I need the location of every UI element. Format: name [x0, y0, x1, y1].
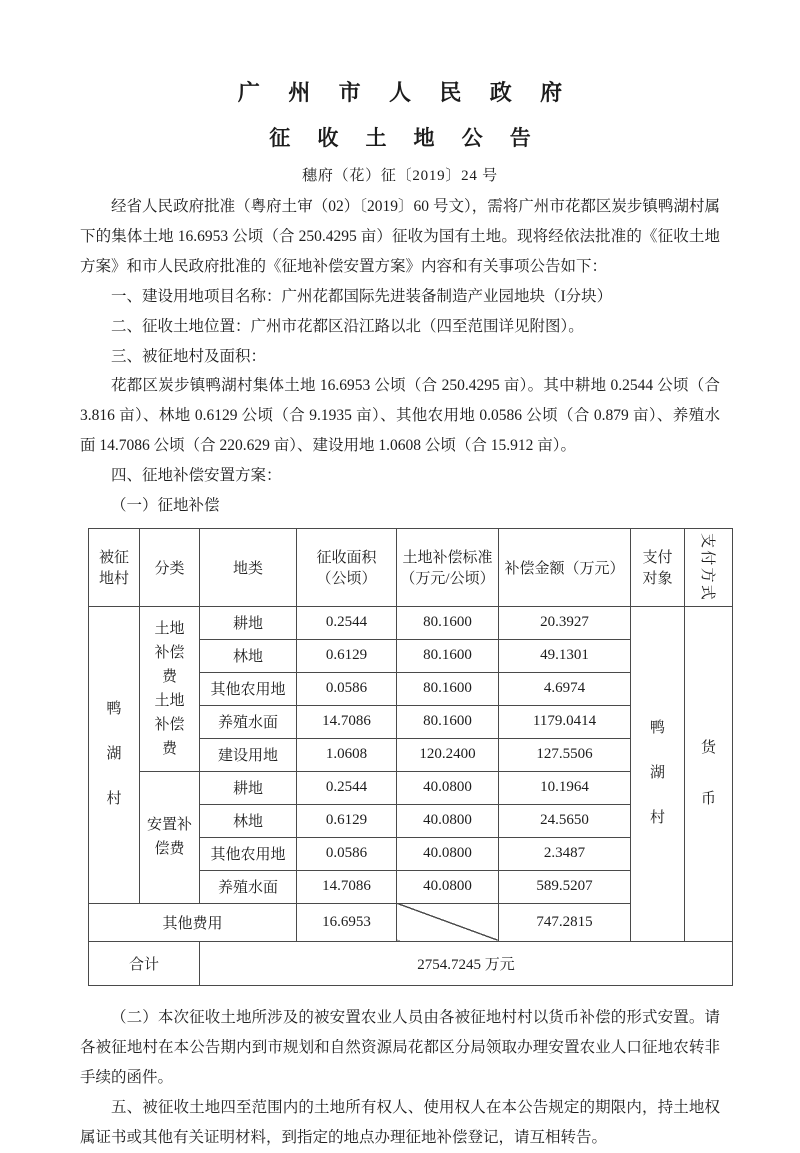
standard-cell: 40.0800 — [397, 837, 499, 870]
total-label-cell: 合计 — [89, 941, 200, 985]
area-cell: 0.0586 — [297, 837, 397, 870]
registration-paragraph: 五、被征收土地四至范围内的土地所有权人、使用权人在本公告规定的期限内，持土地权属证书或其他有关证明材料，到指定的地点办理征地补偿登记，请互相转告。 — [80, 1098, 720, 1146]
land-type-cell: 耕地 — [200, 771, 297, 804]
total-value-cell: 2754.7245 万元 — [200, 941, 733, 985]
header-pay-method-label: 支付方式 — [699, 532, 715, 602]
amount-cell: 4.6974 — [499, 672, 631, 705]
standard-cell: 80.1600 — [397, 672, 499, 705]
other-fees-area-cell: 16.6953 — [297, 903, 397, 941]
area-cell: 14.7086 — [297, 705, 397, 738]
header-village: 被征 地村 — [89, 528, 140, 606]
standard-cell: 40.0800 — [397, 771, 499, 804]
amount-cell: 49.1301 — [499, 639, 631, 672]
payee-cell: 鸭 湖 村 — [631, 606, 685, 941]
table-header-row — [89, 528, 733, 606]
land-type-cell: 建设用地 — [200, 738, 297, 771]
table-row — [89, 606, 733, 639]
amount-cell: 1179.0414 — [499, 705, 631, 738]
land-type-cell: 其他农用地 — [200, 837, 297, 870]
other-fees-label-cell: 其他费用 — [89, 903, 297, 941]
standard-cell: 40.0800 — [397, 804, 499, 837]
item-village-area: 三、被征地村及面积： — [111, 347, 267, 365]
amount-cell: 24.5650 — [499, 804, 631, 837]
intro-paragraph: 经省人民政府批准（粤府土审（02）〔2019〕60 号文），需将广州市花都区炭步镇鸭湖村属下的集体土地 16.6953 公顷（合 250.4295 亩）征收为国有土地。现将经依法批准的《征收土地方案》和市人民政府批准的《征地补偿安置方案》内容和有关事项公告如下： — [80, 198, 720, 275]
header-pay-method — [685, 528, 733, 606]
standard-cell: 80.1600 — [397, 606, 499, 639]
standard-cell: 40.0800 — [397, 870, 499, 903]
compensation-table — [88, 528, 733, 986]
land-type-cell: 林地 — [200, 804, 297, 837]
item-land-location: 二、征收土地位置：广州市花都区沿江路以北（四至范围详见附图）。 — [111, 317, 584, 335]
doc-number: 穗府（花）征〔2019〕24 号 — [302, 168, 498, 184]
diagonal-slash-cell — [397, 903, 499, 941]
area-cell: 0.6129 — [297, 804, 397, 837]
header-payee: 支付 对象 — [631, 528, 685, 606]
item-compensation-plan: 四、征地补偿安置方案： — [111, 467, 282, 485]
amount-cell: 589.5207 — [499, 870, 631, 903]
header-area: 征收面积 （公顷） — [297, 528, 397, 606]
header-amount: 补偿金额（万元） — [499, 528, 631, 606]
standard-cell: 80.1600 — [397, 705, 499, 738]
page-title: 广 州 市 人 民 政 府 — [237, 80, 574, 105]
item-project-name: 一、建设用地项目名称：广州花都国际先进装备制造产业园地块（I分块） — [111, 287, 613, 305]
amount-cell: 2.3487 — [499, 837, 631, 870]
resettlement-paragraph: （二）本次征收土地所涉及的被安置农业人员由各被征地村村以货币补偿的形式安置。请各被征地村在本公告期内到市规划和自然资源局花都区分局领取办理安置农业人口征地农转非手续的函件。 — [80, 1008, 720, 1086]
amount-cell: 20.3927 — [499, 606, 631, 639]
header-category: 分类 — [140, 528, 200, 606]
area-cell: 14.7086 — [297, 870, 397, 903]
land-type-cell: 其他农用地 — [200, 672, 297, 705]
notice-body — [80, 192, 720, 521]
village-area-detail: 花都区炭步镇鸭湖村集体土地 16.6953 公顷（合 250.4295 亩）。其中耕地 0.2544 公顷（合 3.816 亩）、林地 0.6129 公顷（合 9.1935 亩）、其他农用地 0.0586 公顷（合 0.879 亩）、养殖水面 14.7086 公顷（合 220.629 亩）、建设用地 1.0608 公顷（合 15.912 亩）。 — [80, 377, 720, 455]
category-resettle-cell: 安置补 偿费 — [140, 771, 200, 903]
village-cell: 鸭 湖 村 — [89, 606, 140, 903]
land-type-cell: 养殖水面 — [200, 705, 297, 738]
area-cell: 0.6129 — [297, 639, 397, 672]
header-standard: 土地补偿标准 （万元/公顷） — [397, 528, 499, 606]
other-fees-amount-cell: 747.2815 — [499, 903, 631, 941]
area-cell: 0.2544 — [297, 771, 397, 804]
area-cell: 1.0608 — [297, 738, 397, 771]
amount-cell: 127.5506 — [499, 738, 631, 771]
amount-cell: 10.1964 — [499, 771, 631, 804]
header-land-type: 地类 — [200, 528, 297, 606]
total-row — [89, 941, 733, 985]
category-land-comp-cell: 土地 补偿 费 土地 补偿 费 — [140, 606, 200, 771]
standard-cell: 80.1600 — [397, 639, 499, 672]
standard-cell: 120.2400 — [397, 738, 499, 771]
pay-method-cell: 货 币 — [685, 606, 733, 941]
area-cell: 0.0586 — [297, 672, 397, 705]
page-subtitle: 征 收 土 地 公 告 — [269, 126, 542, 150]
subitem-land-compensation: （一）征地补偿 — [111, 497, 220, 515]
closing-section — [80, 1003, 720, 1153]
land-type-cell: 耕地 — [200, 606, 297, 639]
land-type-cell: 林地 — [200, 639, 297, 672]
land-type-cell: 养殖水面 — [200, 870, 297, 903]
area-cell: 0.2544 — [297, 606, 397, 639]
